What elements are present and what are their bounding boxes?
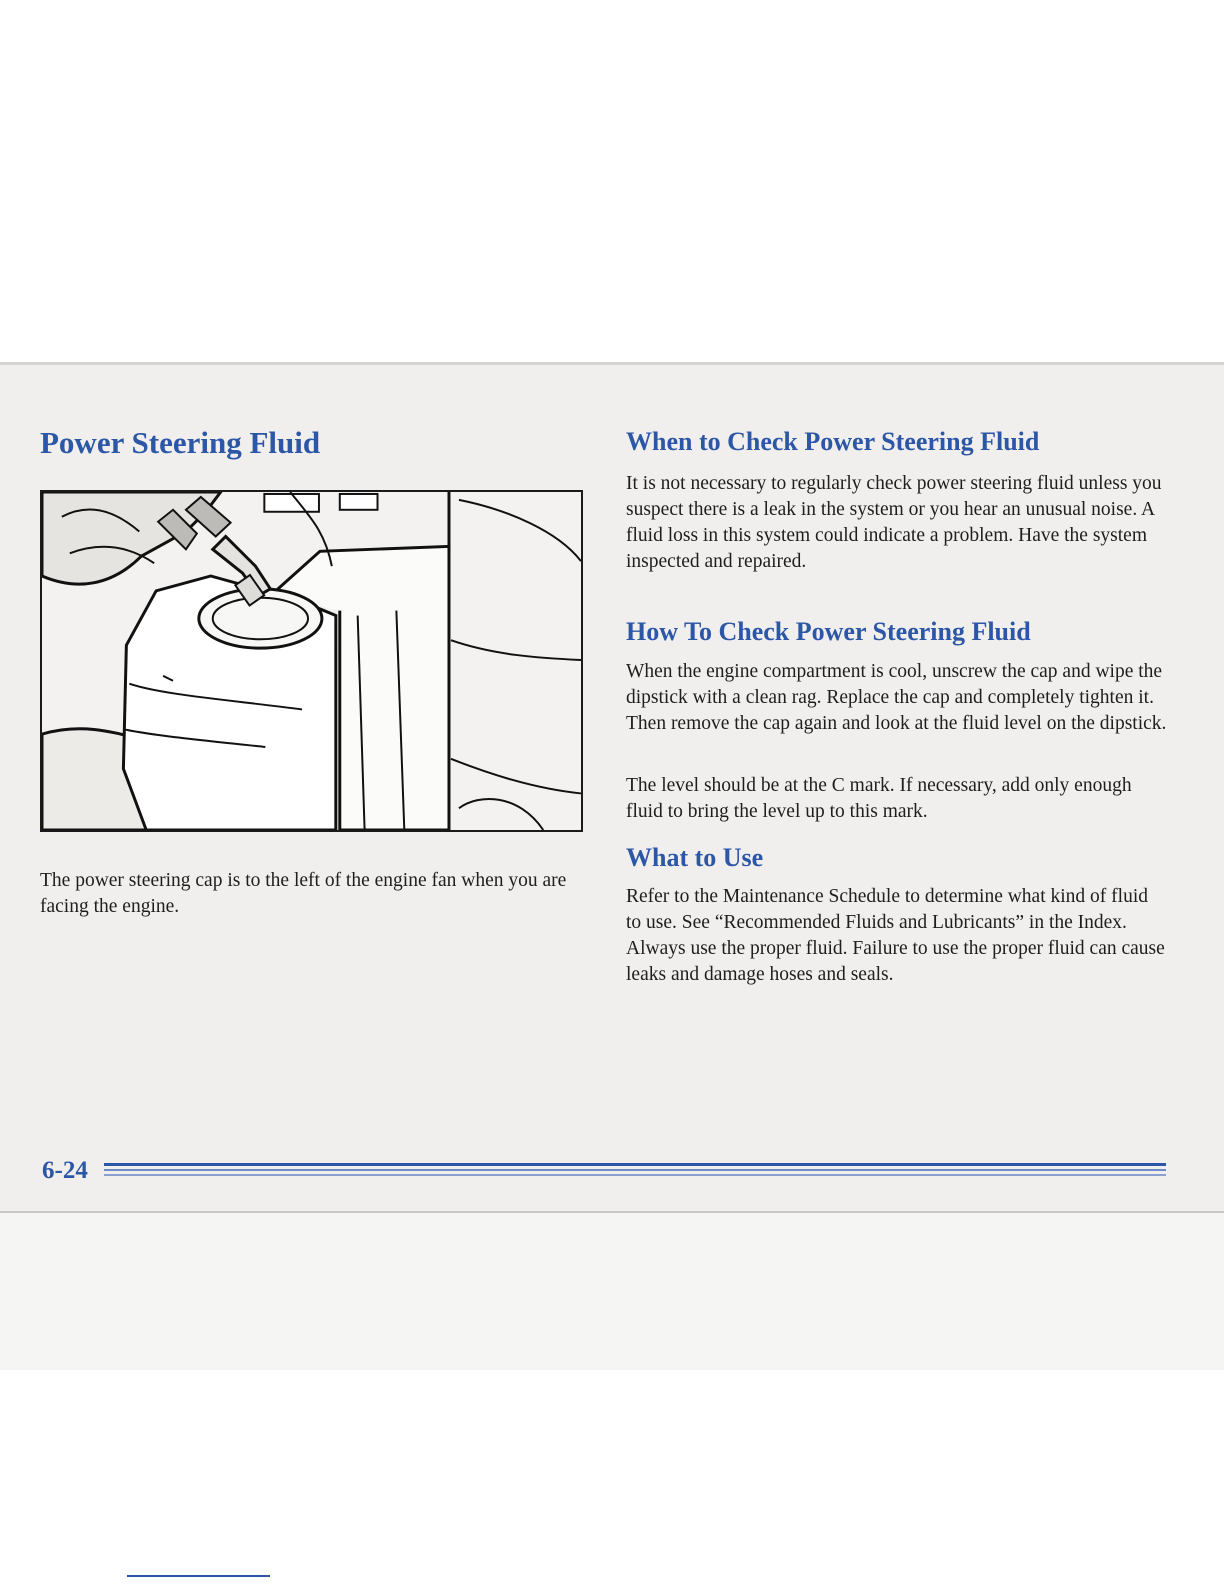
- page-title: Power Steering Fluid: [40, 425, 321, 460]
- power-steering-reservoir-illustration: [40, 490, 583, 832]
- figure-caption: The power steering cap is to the left of the engine fan when you are facing the engine.: [40, 870, 567, 917]
- section-text-when-to-check: It is not necessary to regularly check power steering fluid unless you suspect there is a leak in the system or you hear an unusual noise. A fluid loss in this system could indicate a problem. Have the system inspected and repaired.: [626, 473, 1162, 572]
- section-text-fluid-level: The level should be at the C mark. If necessary, add only enough fluid to bring the level up to this mark.: [626, 775, 1132, 822]
- footer-rule-secondary: [104, 1169, 1166, 1171]
- scan-bottom-shade: [0, 1213, 1224, 1370]
- footer-rule-tertiary: [104, 1174, 1166, 1176]
- bottom-blue-rule: [127, 1575, 270, 1577]
- page-number: 6-24: [42, 1157, 88, 1184]
- footer-rule-primary: [104, 1163, 1166, 1166]
- section-text-what-to-use: Refer to the Maintenance Schedule to determine what kind of fluid to use. See “Recommended Fluids and Lubricants” in the Index. Always use the proper fluid. Failure to use the proper fluid can cause leaks and damage hoses and seals.: [626, 886, 1165, 985]
- section-heading-when-to-check: When to Check Power Steering Fluid: [626, 427, 1040, 456]
- scanned-page-area: [0, 362, 1224, 1370]
- section-text-how-to-check: When the engine compartment is cool, unscrew the cap and wipe the dipstick with a clean rag. Replace the cap and completely tighten it. Then remove the cap again and look at the fluid level on the dipstick.: [626, 661, 1167, 734]
- section-heading-what-to-use: What to Use: [626, 843, 764, 872]
- section-heading-how-to-check: How To Check Power Steering Fluid: [626, 617, 1031, 646]
